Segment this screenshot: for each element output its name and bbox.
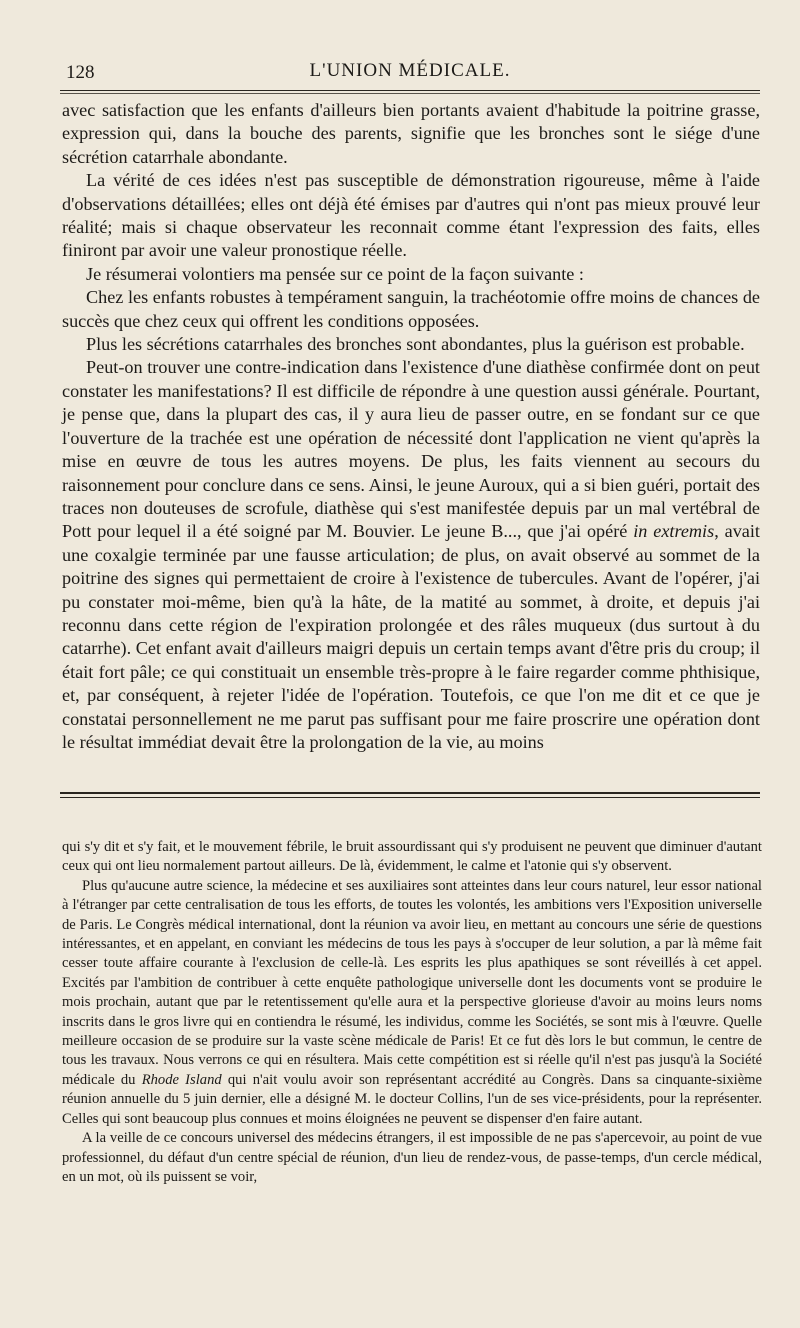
- text-run: , avait une coxalgie terminée par une fausse articulation; de plus, on avait observé au sommet de la poitrine des signes qui permettaient de croire à l'existence de tubercules. Avant de l'opérer, j'ai pu constater moi-même, bien qu'à la hâte, de la matité au sommet, à droite, et depuis j'ai reconnu dans cette région de l'expiration prolongée et des râles muqueux (dus surtout à du catarrhe). Cet enfant avait d'ailleurs maigri depuis un certain temps avant d'être pris du croup; il était fort pâle; ce qui constituait un ensemble très-propre à le faire regarder comme phthisique, et, par conséquent, à rejeter l'idée de l'opération. Toutefois, ce que l'on me dit et ce que je constatai personnellement ne me parut pas suffisant pour me faire proscrire une opération dont le résultat immédiat devait être la prolongation de la vie, au moins: [62, 521, 760, 752]
- text-run: qui n'ait voulu avoir son représentant accrédité au Congrès. Dans sa cinquante-sixième réunion annuelle du 5 juin dernier, elle a désigné M. le docteur Collins, l'un de ses vice-présidents, pour la représenter. Celles qui sont beaucoup plus connues et moins éloignées ne peuvent se dispenser d'en faire autant.: [62, 1071, 762, 1127]
- page-number: 128: [66, 62, 95, 83]
- paragraph: avec satisfaction que les enfants d'ailleurs bien portants avaient d'habitude la poitrine grasse, expression qui, dans la bouche des parents, signifie que les bronches sont le siége d'une sécrétion catarrhale abondante.: [62, 100, 760, 167]
- paragraph: Chez les enfants robustes à tempérament sanguin, la trachéotomie offre moins de chances de succès que chez ceux qui offrent les conditions opposées.: [62, 287, 760, 331]
- running-title: L'UNION MÉDICALE.: [309, 60, 511, 81]
- text-run: Peut-on trouver une contre-indication dans l'existence d'une diathèse confirmée dont on peut constater les manifestations? Il est difficile de répondre à une question aussi générale. Pourtant, je pense que, dans la plupart des cas, il y aura lieu de passer outre, en se fondant sur ce que l'ouverture de la trachée est une opération de nécessité dont l'application ne vient qu'après la mise en œuvre de tous les autres moyens. De plus, les faits viennent au secours du raisonnement pour conclure dans ce sens. Ainsi, le jeune Auroux, qui a si bien guéri, portait des traces non douteuses de scrofule, diathèse qui s'est manifestée depuis par un mal vertébral de Pott pour lequel il a été soigné par M. Bouvier. Le jeune B..., que j'ai opéré: [62, 357, 760, 542]
- paragraph: [62, 356, 760, 754]
- paragraph: Plus les sécrétions catarrhales des bronches sont abondantes, plus la guérison est probable.: [86, 334, 745, 355]
- page-header: [60, 58, 760, 90]
- header-rule: [60, 90, 760, 91]
- feuilleton-paragraph: A la veille de ce concours universel des médecins étrangers, il est impossible de ne pas s'apercevoir, au point de vue professionnel, du défaut d'un centre spécial de réunion, d'un lieu de rendez-vous, de passe-temps, d'un cercle médical, en un mot, où ils puissent se voir,: [62, 1130, 762, 1185]
- text-run: Plus qu'aucune autre science, la médecine et ses auxiliaires sont atteintes dans leur cours naturel, leur essor national à l'étranger par cette centralisation de tous les efforts, de toutes les volontés, les ambitions vers l'Exposition universelle de Paris. Le Congrès médical international, dont la réunion va avoir lieu, en mettant au concours une série de questions intéressantes, et en appelant, en conviant les médecins de tous les pays à s'occuper de leur solution, a par là même fait cesser toute affaire courante à l'exclusion de celle-là. Les esprits les plus apathiques se sont réveillés à cet appel. Excités par l'ambition de contribuer à cette enquête pathologique universelle dont les documents vont se produire le mois prochain, autant que par le retentissement qu'elle aura et la perspective glorieuse d'avoir au moins leurs noms inscrits dans le gros livre qui en contiendra le résumé, les individus, comme les Sociétés, se sont mis à l'œuvre. Quelle meilleure occasion de se produire sur la vaste scène médicale de Paris! Et ce fut dès lors le but commun, le centre de tous les travaux. Nous verrons ce qui en résultera. Mais cette compétition est si réelle qu'il n'est pas jusqu'à la Société médicale du: [62, 877, 762, 1088]
- feuilleton-paragraph: qui s'y dit et s'y fait, et le mouvement fébrile, le bruit assourdissant qui s'y produisent ne peuvent que diminuer d'autant ceux qui ont lieu normalement partout ailleurs. De là, évidemment, le calme et l'atonie qui s'y observent.: [62, 839, 762, 875]
- feuilleton-paragraph: [62, 877, 762, 1129]
- paragraph: La vérité de ces idées n'est pas susceptible de démonstration rigoureuse, même à l'aide d'observations détaillées; elles ont déjà été émises par d'autres qui n'ont pas mieux prouvé leur réalité; mais si chaque observateur les reconnait comme étant l'expression des faits, elles finiront par avoir une valeur pronostique réelle.: [62, 170, 760, 261]
- main-article: [62, 99, 760, 754]
- feuilleton: [62, 838, 762, 1187]
- feuilleton-separator: [60, 792, 760, 798]
- header-rule-thin: [60, 93, 760, 94]
- paragraph: Je résumerai volontiers ma pensée sur ce point de la façon suivante :: [86, 263, 584, 284]
- italic-phrase: Rhode Island: [141, 1071, 222, 1088]
- italic-phrase: in extremis: [633, 521, 715, 542]
